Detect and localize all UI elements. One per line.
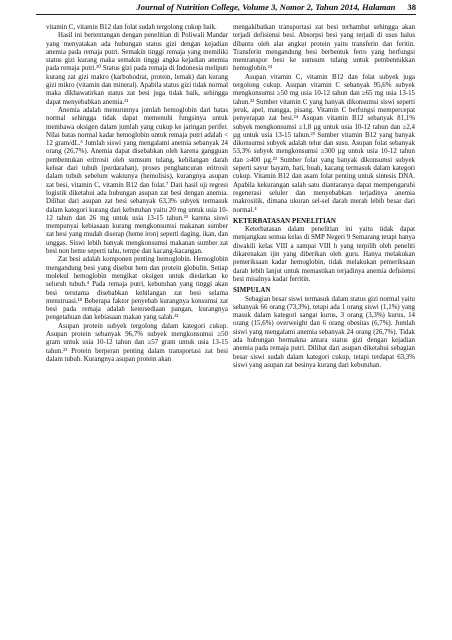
paragraph: Keterbatasan dalam penelitian ini yaitu tidak dapat menjangkau semua kelas di SMP Negeri 9 Semarang tetapi hanya diwakili kelas VIII a sampai VIII h yang terpilih oleh peneliti dikarenakan ijin yang diberikan oleh guru. Hanya melakukan pemeriksaan kadar hemoglobin, tidak melakukan pemeriksaan darah lebih lanjut untuk memastikan terjadinya anemia defisiensi besi misalnya kadar ferritin.: [233, 226, 415, 283]
section-heading-limitations: KETERBATASAN PENELITIAN: [233, 217, 336, 225]
left-column: [46, 24, 228, 364]
paragraph: Asupan vitamin C, vitamin B12 dan folat subyek juga tergolong cukup. Asupan vitamin C sebanyak 95,6% subyek mengkonsumsi ≥50 mg usia 10-12 tahun dan ≥65 mg usia 13-15 tahun.²³ Sumber vitamin C yang banyak dikonsumsi siswi seperti jeruk, apel, mangga, pisang. Vitamin C berfungsi mempercepat penyerapan zat besi.²⁴ Asupan vitamin B12 sebanyak 81,1% subyek mengkonsumsi ≥1,8 µg untuk usia 10-12 tahun dan ≥2,4 µg untuk usia 13-15 tahun.²³ Sumber vitamin B12 yang banyak dikonsumsi subyek adalah telur dan susu. Asupan folat sebanyak 53,3% subyek mengkonsumsi ≥300 µg untuk usia 10-12 tahun dan ≥400 µg.²³ Sumber folat yang banyak dikonsumsi subyek seperti sayur bayam, hati, buah, kacang termasuk dalam kategori cukup. Vitamin B12 dan asam folat penting untuk sintesis DNA. Apabila kekurangan salah satu diantaranya dapat mempengaruhi regenerasi seluler dan menyebabkan terjadinya anemia makrositik, dimana ukuran sel-sel darah merah lebih besar dari normal.⁴: [233, 73, 415, 214]
paragraph: Asupan protein subyek tergolong dalam kategori cukup. Asupan protein sebanyak 96,7% subyek mengkonsumsi ≥50 gram untuk usia 10-12 tahun dan ≥57 gram untuk usia 13-15 tahun.²³ Protein berperan penting dalam transportasi zat besi dalam tubuh. Kurangnya asupan protein akan: [46, 322, 228, 363]
page-number: 38: [407, 2, 416, 12]
right-column: [233, 24, 415, 370]
paragraph: Sebagian besar siswi termasuk dalam status gizi normal yaitu sebanyak 66 orang (73,3%), tetapi ada 1 orang siswi (1,1%) yang masuk dalam kategori sangat kurus, 3 orang (3,3%) kurus, 14 orang (15,6%) overweight dan 6 orang obesitas (6,7%). Jumlah siswi yang mengalami anemia sebanyak 24 orang (26,7%). Tidak ada hubungan bermakna antara status gizi dengan kejadian anemia pada remaja putri. Dilihat dari asupan diketahui sebagian besar siswi sudah dalam kategori cukup, tetapi terdapat 63,3% siswi yang asupan zat besinya kurang dari kebutuhan.: [233, 295, 415, 369]
paragraph: Hasil ini bertentangan dengan penelitian di Poliwali Mandar yang menyatakan ada hubungan status gizi dengan kejadian anemia pada remaja putri. Semakin tinggi remaja yang memiliki status gizi kurang maka semakin tinggi angka kejadian anemia pada remaja putri.²⁰ Status gizi pada remaja di Indonesia meliputi kurang zat gizi makro (karbohodrat, protein, lemak) dan kurang gizi mikro (vitamin dan mineral). Apabila status gizi tidak normal maka dikhawatirkan status zat besi juga tidak baik, sehingga dapat menyebabkan anemia.²¹: [46, 32, 228, 106]
paragraph: Anemia adalah menurunnya jumlah hemoglobin dari batas normal sehingga tidak dapat memenuhi fungsinya untuk membawa oksigen dalam jumlah yang cukup ke jaringan perifer. Nilai batas normal kadar hemoglobin untuk remaja putri adalah < 12 gram/dL.⁵ Jumlah siswi yang mengalami anemia sebanyak 24 orang (26,7%). Anemia dapat disebabkan oleh karena gangguan pembentukan eritrosit oleh sumsum tulang, kehilangan darah keluar dari tubuh (perdarahan), proses penghancuran eritrosit dalam tubuh sebelum waktunya (hemolisis), kurangnya asupan zat besi, vitamin C, vitamin B12 dan folat.⁷ Dari hasil uji regresi logistik diketahui ada hubungan asupan zat besi dengan anemia. Dilihat dari asupan zat besi sebanyak 63,3% subyek termasuk dalam kategori kurang dari kebutuhan yaitu 20 mg untuk usia 10-12 tahun dan 26 mg untuk usia 13-15 tahun.²³ karena siswi mempunyai kebiasaan kurang mengkonsumsi makanan sumber zat besi yang mudah diserap (heme iron) seperti daging, ikan, dan unggas. Siswi lebih banyak mengkonsumsi makanan sumber zat besi non heme seperti tahu, tempe dan kacang-kacangan.: [46, 106, 228, 256]
running-header: [36, 2, 416, 15]
section-heading-conclusion: SIMPULAN: [233, 287, 271, 295]
paragraph: mengakibatkan transportasi zat besi terhambat sehingga akan terjadi defisiensi besi. Absorpsi besi yang terjadi di usus halus dibantu oleh alat angkut protein yaitu transferin dan feritin. Transferin mengandung besi berbentuk ferro yang berfungsi mentranspor besi ke sumsum tulang untuk pembentukkan hemoglobin.²⁴: [233, 24, 415, 73]
paragraph: vitamin C, vitamin B12 dan folat sudah tergolong cukup baik.: [46, 24, 217, 31]
paragraph: Zat besi adalah komponen penting hemoglobin. Hemoglobin mengandung besi yang disebut hem dan protein globulin. Setiap molekul hemoglobin mengikat oksigen untuk diedarkan ke seluruh tubuh.⁴ Pada remaja putri, kebutuhan yang tinggi akan besi terutama disebabkan kehilangan zat besi selama menstruasi.¹⁸ Beberapa faktor penyebab kurangnya konsumsi zat besi pada remaja adalah ketersediaan pangan, kurangnya pengetahuan dan kebiasaan makan yang salah.²²: [46, 256, 228, 322]
journal-citation: Journal of Nutrition College, Volume 3, Nomor 2, Tahun 2014, Halaman: [136, 2, 396, 12]
